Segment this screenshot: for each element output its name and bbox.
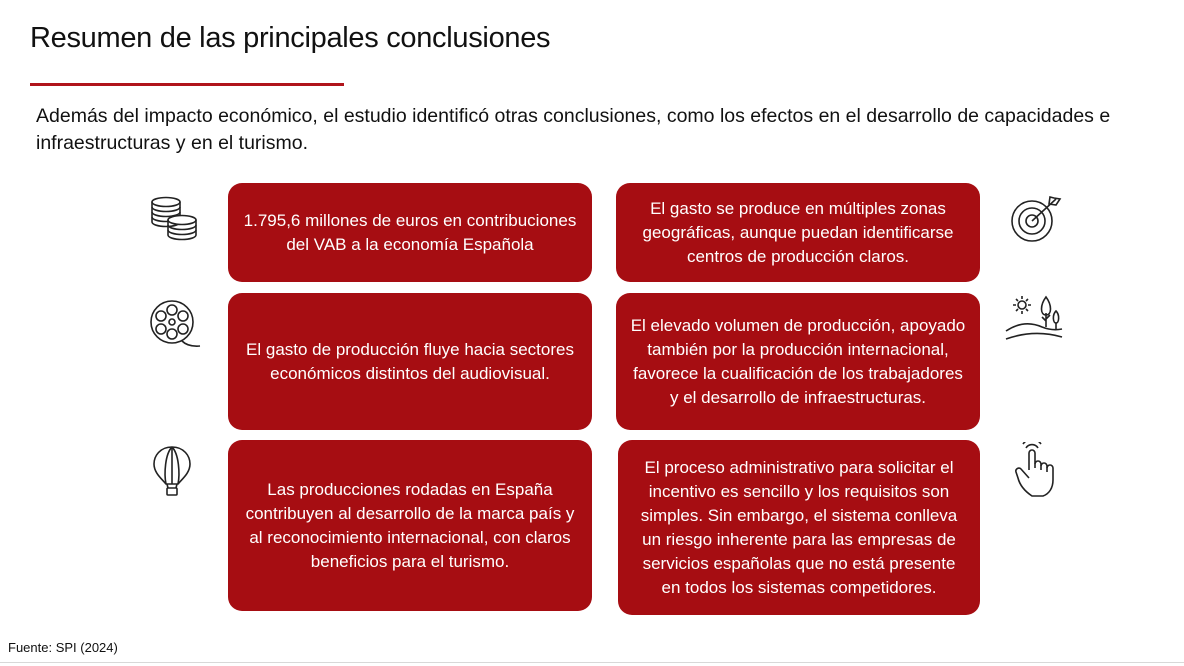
conclusion-text: El elevado volumen de producción, apoyado también por la producción internacional, favorece la cualificación de los trabajadores y el desarrollo de infraestructuras. xyxy=(630,315,966,407)
conclusion-card-qualification xyxy=(616,293,980,430)
coins-icon xyxy=(146,194,204,244)
conclusion-card-sectors xyxy=(228,293,592,430)
conclusion-text: El gasto se produce en múltiples zonas geográficas, aunque puedan identificarse centros de producción claros. xyxy=(642,198,954,266)
conclusion-text: Las producciones rodadas en España contribuyen al desarrollo de la marca país y al reconocimiento internacional, con claros beneficios para el turismo. xyxy=(245,479,575,571)
source-note: Fuente: SPI (2024) xyxy=(8,640,118,655)
conclusion-text: El proceso administrativo para solicitar el incentivo es sencillo y los requisitos son simples. Sin embargo, el sistema conlleva un riesgo inherente para las empresas de servicios españolas que no está presente en todos los sistemas competidores. xyxy=(640,457,958,597)
touch-hand-icon xyxy=(1012,442,1056,500)
page-title: Resumen de las principales conclusiones xyxy=(30,22,551,54)
conclusion-card-administrative xyxy=(618,440,980,615)
conclusion-card-geography xyxy=(616,183,980,282)
target-icon xyxy=(1008,193,1064,245)
conclusion-card-vab xyxy=(228,183,592,282)
conclusion-text: 1.795,6 millones de euros en contribuciones del VAB a la economía Española xyxy=(243,210,577,254)
title-underline xyxy=(30,83,344,86)
landscape-icon xyxy=(1004,293,1064,343)
bottom-divider xyxy=(0,662,1184,663)
hot-air-balloon-icon xyxy=(152,444,192,498)
conclusion-text: El gasto de producción fluye hacia sectores económicos distintos del audiovisual. xyxy=(246,339,574,383)
film-reel-icon xyxy=(148,298,204,350)
conclusion-card-tourism xyxy=(228,440,592,611)
intro-paragraph: Además del impacto económico, el estudio identificó otras conclusiones, como los efectos en el desarrollo de capacidades e infraestructuras y en el turismo. xyxy=(36,105,1111,154)
